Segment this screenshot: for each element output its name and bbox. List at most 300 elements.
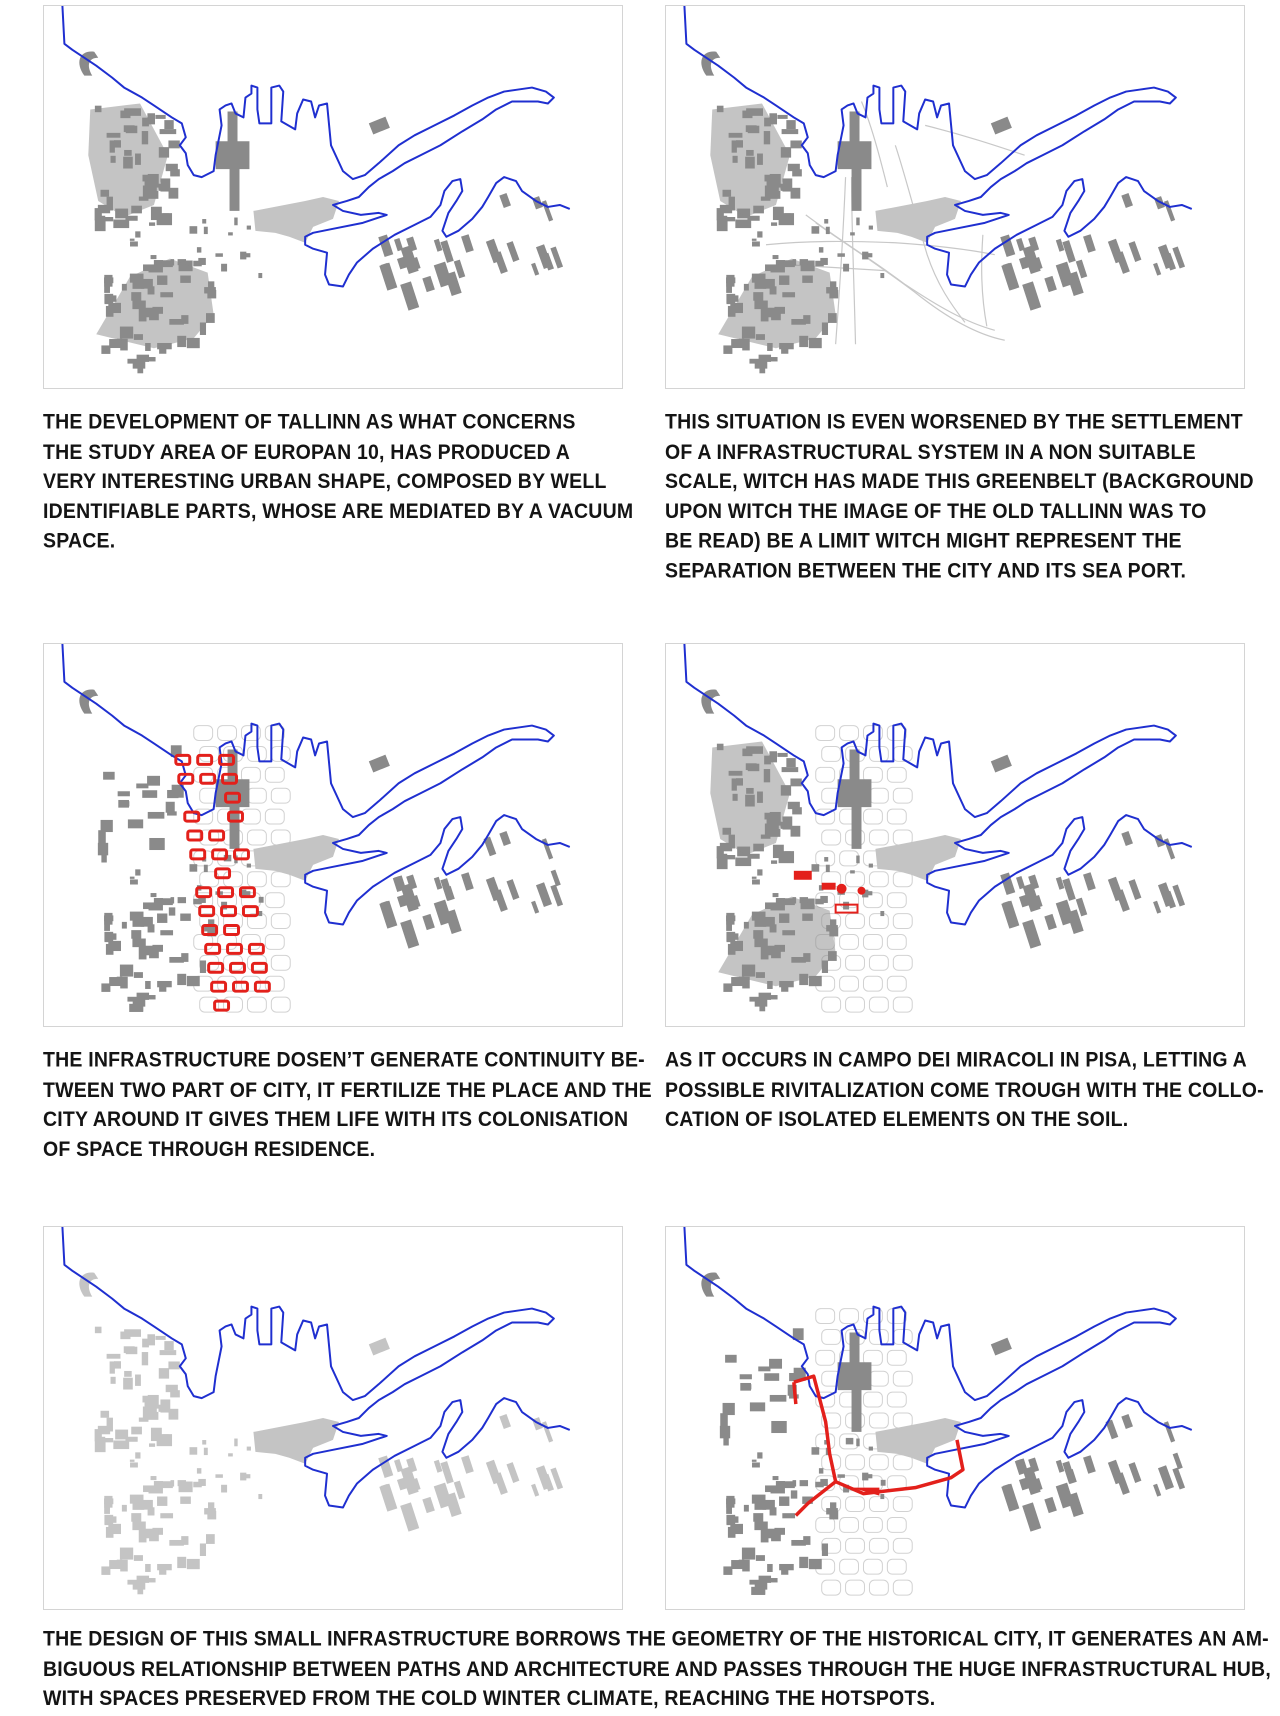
building-block	[200, 960, 206, 973]
grid-module	[265, 809, 284, 824]
building-block	[1153, 263, 1161, 276]
building-block	[880, 911, 884, 916]
isolated-element	[858, 887, 866, 895]
building-block	[1016, 876, 1025, 889]
building-block	[820, 258, 828, 265]
isolated-element	[794, 871, 812, 880]
caption-2-line: BE READ) BE A LIMIT WITCH MIGHT REPRESENT THE	[665, 528, 1182, 553]
building-block	[799, 1557, 808, 1568]
grid-module	[869, 788, 888, 803]
isolated-element	[837, 884, 847, 894]
building-block	[422, 1497, 435, 1513]
building-block	[811, 864, 819, 872]
building-block	[779, 1496, 789, 1505]
building-block	[103, 772, 115, 780]
building-block	[752, 1462, 760, 1467]
grid-module	[816, 726, 835, 741]
building-block	[135, 231, 140, 237]
building-block	[723, 217, 735, 221]
building-block	[752, 241, 760, 246]
grid-module	[893, 1580, 912, 1595]
building-block	[127, 359, 137, 364]
building-block	[1172, 1467, 1185, 1489]
building-block	[767, 1578, 778, 1582]
building-block	[791, 1540, 806, 1546]
building-block	[777, 115, 787, 119]
port-complex	[875, 197, 961, 243]
building-block	[757, 231, 762, 237]
building-block	[157, 913, 167, 922]
grid-module	[840, 1559, 859, 1574]
map-layer	[684, 6, 1191, 373]
building-block	[107, 1354, 121, 1359]
grid-module	[863, 976, 882, 991]
grid-module	[869, 872, 888, 887]
building-block	[379, 1484, 397, 1512]
building-block	[101, 983, 110, 991]
road-line	[836, 177, 846, 344]
grid-module	[893, 997, 912, 1012]
footer-caption-line: WITH SPACES PRESERVED FROM THE COLD WINTER CLIMATE, REACHING THE HOTSPOTS.	[43, 1686, 936, 1711]
building-block	[149, 1486, 163, 1494]
building-block	[171, 1480, 175, 1486]
building-block	[134, 1555, 143, 1561]
building-block	[142, 790, 157, 798]
building-block	[128, 819, 143, 828]
building-block	[733, 933, 739, 939]
building-block	[369, 117, 390, 135]
building-block	[542, 200, 553, 221]
residence-block	[225, 926, 239, 935]
building-block	[551, 870, 561, 887]
building-block	[733, 295, 739, 301]
building-block	[811, 226, 819, 234]
building-block	[826, 865, 830, 872]
building-block	[740, 1383, 751, 1391]
building-block	[122, 1505, 127, 1512]
grid-module	[846, 914, 865, 929]
port-complex	[253, 197, 339, 243]
building-block	[486, 1460, 502, 1485]
building-block	[157, 1564, 172, 1570]
building-block	[726, 1496, 734, 1508]
building-block	[726, 275, 734, 287]
building-block	[258, 911, 262, 916]
building-block	[1044, 914, 1057, 930]
building-block	[198, 1479, 206, 1486]
building-block	[542, 838, 553, 859]
road-line	[982, 235, 987, 327]
building-block	[142, 1339, 149, 1348]
caption-2-line: OF A INFRASTRUCTURAL SYSTEM IN A NON SUITABLE	[665, 439, 1196, 464]
building-block	[749, 997, 759, 1002]
building-block	[204, 1448, 208, 1455]
grid-module	[840, 934, 859, 949]
building-block	[770, 1395, 787, 1402]
building-block	[118, 791, 130, 796]
building-block	[187, 1559, 200, 1569]
building-block	[120, 1548, 133, 1560]
building-block	[550, 884, 563, 906]
building-block	[111, 295, 117, 301]
building-block	[101, 820, 113, 832]
caption-1-line: SPACE.	[43, 528, 116, 553]
caption-1-line: THE DEVELOPMENT OF TALLINN AS WHAT CONCERNS	[43, 410, 576, 434]
building-block	[379, 263, 397, 291]
grid-module	[869, 997, 888, 1012]
grid-module	[840, 1517, 859, 1532]
building-block	[422, 276, 435, 292]
building-block	[1173, 1453, 1183, 1470]
building-block	[531, 901, 539, 914]
building-block	[757, 869, 762, 875]
residence-block	[252, 963, 266, 972]
building-block	[720, 1426, 730, 1438]
building-block	[434, 1460, 443, 1473]
building-block	[486, 877, 502, 902]
footer-caption-line: BIGUOUS RELATIONSHIP BETWEEN PATHS AND ARCHITECTURE AND PASSES THROUGH THE HUGE INFRASTRUCTURAL HUB,	[43, 1656, 1271, 1681]
building-block	[434, 239, 443, 252]
building-block	[187, 976, 200, 986]
building-block	[120, 965, 133, 977]
building-block	[757, 1452, 762, 1458]
building-block	[720, 1413, 728, 1427]
building-block	[259, 897, 264, 903]
building-block	[1056, 239, 1065, 252]
building-block	[773, 1476, 779, 1480]
building-block	[200, 1543, 206, 1556]
building-block	[822, 1543, 828, 1556]
map-panel-1	[43, 5, 623, 389]
road-line	[816, 223, 1005, 340]
residence-block	[210, 831, 224, 840]
grid-module	[224, 872, 243, 887]
caption-1-line: IDENTIFIABLE PARTS, WHOSE ARE MEDIATED BY A VACUUM	[43, 499, 634, 524]
building-block	[117, 1560, 123, 1568]
grid-module	[816, 1309, 835, 1324]
building-block	[160, 1513, 173, 1518]
building-block	[101, 1438, 113, 1442]
grid-module	[265, 893, 284, 908]
building-block	[837, 253, 844, 257]
grid-module	[869, 914, 888, 929]
building-block	[169, 1540, 184, 1546]
building-block	[149, 222, 155, 225]
building-block	[767, 995, 778, 999]
building-block	[166, 1385, 178, 1392]
building-block	[132, 1522, 145, 1531]
building-block	[379, 901, 397, 929]
grid-module	[863, 809, 882, 824]
grid-module	[846, 872, 865, 887]
building-block	[151, 893, 157, 897]
building-block	[130, 1462, 138, 1467]
building-block	[499, 1414, 511, 1429]
building-block	[767, 1564, 773, 1572]
building-block	[773, 207, 784, 220]
map-3-svg	[44, 644, 622, 1026]
building-block	[856, 218, 859, 226]
map-panel-3	[43, 643, 623, 1027]
building-block	[221, 264, 227, 272]
map-panel-5	[43, 1226, 623, 1610]
building-block	[727, 937, 732, 942]
building-block	[164, 1341, 173, 1350]
building-block	[1153, 1484, 1161, 1497]
grid-module	[869, 1413, 888, 1428]
grid-module	[846, 1538, 865, 1553]
building-block	[776, 1481, 785, 1486]
building-block	[234, 1439, 237, 1447]
building-block	[139, 1418, 149, 1422]
building-block	[1062, 878, 1075, 901]
grid-module	[893, 1538, 912, 1553]
caption-3-line: CITY AROUND IT GIVES THEM LIFE WITH ITS COLONISATION	[43, 1107, 629, 1132]
building-block	[204, 865, 208, 872]
building-block	[160, 1350, 177, 1355]
building-block	[159, 1405, 164, 1412]
grid-module	[218, 726, 237, 741]
building-block	[145, 995, 156, 999]
building-block	[461, 872, 474, 891]
building-block	[726, 913, 734, 925]
building-block	[850, 232, 855, 235]
building-block	[1164, 200, 1175, 221]
building-block	[440, 240, 453, 263]
building-block	[1128, 1462, 1141, 1483]
building-block	[763, 1500, 775, 1510]
caption-3	[43, 1046, 652, 1165]
building-block	[247, 1447, 251, 1451]
building-block	[862, 1473, 868, 1481]
building-block	[141, 1500, 153, 1510]
grid-module	[869, 1455, 888, 1470]
grid-module	[869, 830, 888, 845]
building-block	[1056, 1460, 1065, 1473]
building-block	[113, 219, 129, 228]
building-block	[142, 1352, 148, 1365]
building-block	[767, 1529, 780, 1539]
building-block	[111, 1377, 116, 1384]
building-block	[499, 831, 511, 846]
building-block	[782, 1513, 795, 1518]
building-block	[179, 1482, 193, 1493]
residence-block	[191, 850, 205, 859]
building-block	[846, 1438, 854, 1444]
building-block	[749, 359, 759, 364]
building-block	[98, 830, 106, 844]
grid-module	[893, 1371, 912, 1386]
building-block	[134, 972, 143, 978]
building-block	[771, 1486, 785, 1494]
residence-block	[185, 812, 199, 821]
building-block	[1056, 877, 1065, 890]
grid-module	[247, 872, 266, 887]
residence-block	[243, 907, 257, 916]
building-block	[215, 1474, 222, 1478]
grid-module	[816, 767, 835, 782]
building-block	[1128, 879, 1141, 900]
building-block	[166, 802, 175, 813]
grid-module	[265, 767, 284, 782]
building-block	[189, 1447, 197, 1455]
building-block	[506, 879, 519, 900]
old-town-area	[88, 103, 168, 216]
building-block	[145, 357, 156, 361]
building-block	[164, 120, 173, 129]
grid-module	[887, 1392, 906, 1407]
grid-module	[194, 726, 213, 741]
building-block	[101, 855, 106, 862]
grid-module	[893, 1497, 912, 1512]
building-block	[752, 879, 760, 884]
building-block	[788, 802, 800, 809]
building-block	[126, 1347, 138, 1354]
residence-block	[234, 982, 248, 991]
residence-block	[215, 1001, 229, 1010]
building-block	[369, 755, 390, 773]
building-block	[258, 273, 262, 278]
building-block	[829, 1511, 838, 1519]
grid-module	[887, 934, 906, 949]
building-block	[809, 1559, 822, 1569]
caption-1	[43, 408, 633, 557]
map-5-svg	[44, 1227, 622, 1609]
building-block	[723, 983, 732, 991]
building-block	[788, 164, 800, 171]
building-block	[228, 1453, 233, 1456]
building-block	[240, 1473, 246, 1481]
building-block	[98, 843, 108, 855]
building-block	[98, 1426, 110, 1434]
building-block	[1016, 238, 1025, 251]
building-block	[207, 1511, 216, 1519]
building-block	[769, 1359, 782, 1369]
building-block	[148, 1412, 158, 1420]
map-1-svg	[44, 6, 622, 388]
building-block	[106, 944, 114, 955]
building-block	[400, 1502, 419, 1531]
building-block	[506, 1462, 519, 1483]
map-panel-4	[665, 643, 1245, 1027]
building-block	[197, 247, 201, 252]
caption-2-line: UPON WITCH THE IMAGE OF THE OLD TALLINN WAS TO	[665, 499, 1207, 524]
building-block	[154, 1481, 163, 1486]
grid-module	[887, 893, 906, 908]
caption-2-line: THIS SITUATION IS EVEN WORSENED BY THE SETTLEMENT	[665, 410, 1243, 434]
road-line	[925, 125, 1024, 155]
building-block	[1164, 1421, 1175, 1442]
building-block	[111, 1516, 117, 1522]
building-block	[531, 263, 539, 276]
building-block	[1121, 193, 1133, 208]
building-block	[1108, 239, 1124, 264]
building-block	[752, 877, 757, 879]
grid-module	[869, 1497, 888, 1512]
grid-module	[863, 1517, 882, 1532]
path-line	[794, 1376, 836, 1515]
building-block	[111, 933, 117, 939]
residence-block	[212, 982, 226, 991]
building-block	[151, 1476, 157, 1480]
building-block	[725, 1355, 737, 1363]
building-block	[735, 857, 751, 866]
grid-module	[869, 1538, 888, 1553]
building-block	[727, 1520, 732, 1525]
residence-block	[222, 907, 236, 916]
building-block	[881, 1480, 886, 1486]
building-block	[104, 1496, 112, 1508]
grid-module	[247, 788, 266, 803]
grid-module	[846, 1580, 865, 1595]
building-block	[221, 1485, 227, 1493]
building-block	[130, 879, 138, 884]
footer-caption-line: THE DESIGN OF THIS SMALL INFRASTRUCTURE BORROWS THE GEOMETRY OF THE HISTORICAL CITY, IT GENERATES AN AM-	[43, 1627, 1269, 1651]
building-block	[880, 1494, 884, 1499]
building-block	[750, 1402, 765, 1411]
building-block	[204, 227, 208, 234]
grid-module	[247, 830, 266, 845]
building-block	[826, 227, 830, 234]
building-block	[843, 264, 849, 272]
building-block	[113, 1440, 129, 1449]
building-block	[215, 253, 222, 257]
caption-2-line: SEPARATION BETWEEN THE CITY AND ITS SEA PORT.	[665, 558, 1187, 583]
building-block	[506, 241, 519, 262]
building-block	[422, 914, 435, 930]
building-block	[869, 1447, 873, 1451]
building-block	[786, 120, 795, 129]
map-6-svg	[666, 1227, 1244, 1609]
building-block	[728, 1527, 736, 1538]
building-block	[991, 1338, 1012, 1356]
building-block	[773, 255, 779, 259]
building-block	[198, 258, 206, 265]
grid-module	[887, 1350, 906, 1365]
map-layer	[62, 644, 569, 1012]
building-block	[180, 914, 191, 921]
building-block	[754, 1522, 767, 1531]
building-block	[486, 239, 502, 264]
building-block	[394, 1459, 403, 1472]
building-block	[369, 1338, 390, 1356]
building-block	[141, 917, 153, 927]
building-block	[177, 1557, 186, 1568]
building-block	[869, 226, 873, 230]
grid-module	[271, 997, 290, 1012]
building-block	[147, 776, 160, 786]
building-block	[145, 981, 151, 989]
building-block	[101, 1566, 110, 1574]
caption-3-line: OF SPACE THROUGH RESIDENCE.	[43, 1137, 376, 1162]
building-block	[234, 218, 237, 226]
building-block	[1083, 872, 1096, 891]
building-block	[180, 1497, 191, 1504]
building-block	[531, 1484, 539, 1497]
building-block	[727, 299, 732, 304]
building-block	[461, 1455, 474, 1474]
building-block	[991, 117, 1012, 135]
building-block	[151, 207, 162, 220]
grid-module	[271, 788, 290, 803]
grid-module	[869, 955, 888, 970]
building-block	[758, 1366, 770, 1371]
building-block	[1128, 241, 1141, 262]
building-block	[824, 857, 828, 862]
grid-module	[840, 1309, 859, 1324]
building-block	[723, 855, 735, 859]
grid-module	[840, 726, 859, 741]
